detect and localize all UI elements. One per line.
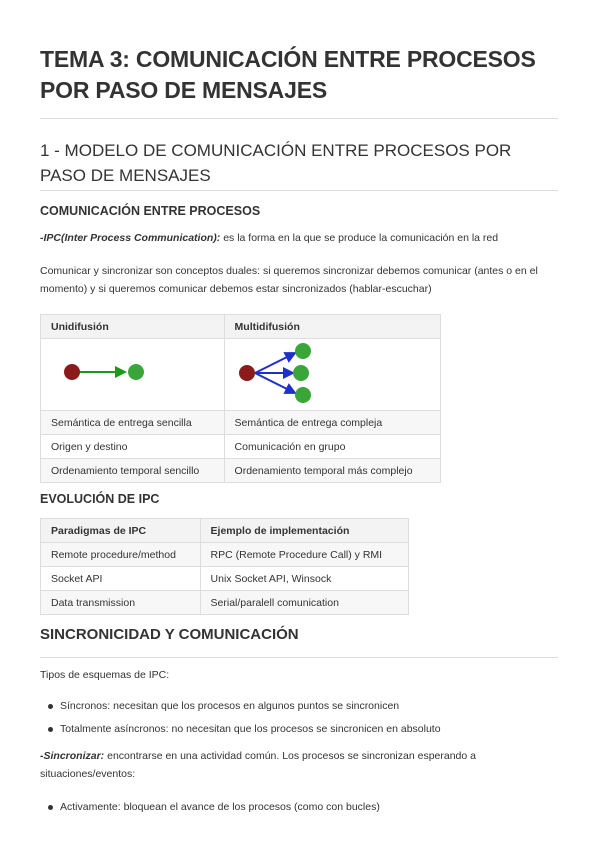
table-header: Paradigmas de IPC	[41, 519, 201, 543]
subheading-sincronicidad: SINCRONICIDAD Y COMUNICACIÓN	[40, 626, 299, 643]
table-cell: Data transmission	[41, 591, 201, 615]
casting-table	[40, 314, 441, 483]
list-item-text: Activamente: bloquean el avance de los procesos (como con bucles)	[60, 801, 380, 813]
list-item	[40, 697, 441, 720]
unicast-diagram	[51, 353, 171, 393]
bullet-icon	[48, 805, 53, 810]
sync-definition	[40, 747, 558, 783]
receiver-node	[295, 343, 311, 359]
table-cell: Ordenamiento temporal sencillo	[41, 459, 225, 483]
section-heading: 1 - MODELO DE COMUNICACIÓN ENTRE PROCESOS POR PASO DE MENSAJES	[40, 141, 512, 185]
ipc-term: -IPC(Inter Process Communication):	[40, 232, 221, 244]
multicast-diagram	[235, 342, 355, 404]
table-cell: RPC (Remote Procedure Call) y RMI	[200, 543, 408, 567]
table-cell: Origen y destino	[41, 435, 225, 459]
multicast-diagram-cell	[224, 339, 440, 411]
ipc-evolution-table	[40, 518, 409, 615]
section-divider	[40, 190, 558, 191]
list-item-text: Síncronos: necesitan que los procesos en algunos puntos se sincronicen	[60, 700, 400, 712]
ipc-types-list	[40, 697, 441, 743]
list-item-text: Totalmente asíncronos: no necesitan que los procesos se sincronicen en absoluto	[60, 723, 441, 735]
sender-node	[64, 364, 80, 380]
list-item	[40, 720, 441, 743]
table-header: Unidifusión	[41, 315, 225, 339]
subheading-evolucion: EVOLUCIÓN DE IPC	[40, 492, 160, 506]
table-header: Multidifusión	[224, 315, 440, 339]
table-cell: Remote procedure/method	[41, 543, 201, 567]
sync-definition-text: encontrarse en una actividad común. Los procesos se sincronizan esperando a situaciones/eventos:	[40, 750, 476, 780]
sender-node	[239, 365, 255, 381]
multicast-arrow	[255, 353, 295, 373]
table-cell: Ordenamiento temporal más complejo	[224, 459, 440, 483]
ipc-definition-text: es la forma en la que se produce la comunicación en la red	[220, 232, 499, 244]
receiver-node	[295, 387, 311, 403]
table-cell: Socket API	[41, 567, 201, 591]
title-divider	[40, 118, 558, 119]
bullet-icon	[48, 704, 53, 709]
multicast-arrow	[255, 373, 295, 393]
subheading-comunicacion: COMUNICACIÓN ENTRE PROCESOS	[40, 204, 261, 218]
receiver-node	[128, 364, 144, 380]
ipc-types-intro: Tipos de esquemas de IPC:	[40, 669, 170, 681]
table-header: Ejemplo de implementación	[200, 519, 408, 543]
table-cell: Unix Socket API, Winsock	[200, 567, 408, 591]
document-title: TEMA 3: COMUNICACIÓN ENTRE PROCESOS POR PASO DE MENSAJES	[40, 46, 536, 103]
sync-list	[40, 798, 380, 821]
sync-term: -Sincronizar:	[40, 750, 105, 762]
table-cell: Semántica de entrega sencilla	[41, 411, 225, 435]
table-cell: Semántica de entrega compleja	[224, 411, 440, 435]
ipc-definition	[40, 229, 558, 247]
table-cell: Serial/paralell comunication	[200, 591, 408, 615]
dual-concepts-paragraph: Comunicar y sincronizar son conceptos duales: si queremos sincronizar debemos comunicar (antes o en el momento) y si queremos comunicar debemos estar sincronizados (hablar-escuchar)	[40, 265, 538, 295]
receiver-node	[293, 365, 309, 381]
subsection-divider	[40, 657, 558, 658]
unicast-diagram-cell	[41, 339, 225, 411]
bullet-icon	[48, 727, 53, 732]
list-item	[40, 798, 380, 821]
table-cell: Comunicación en grupo	[224, 435, 440, 459]
